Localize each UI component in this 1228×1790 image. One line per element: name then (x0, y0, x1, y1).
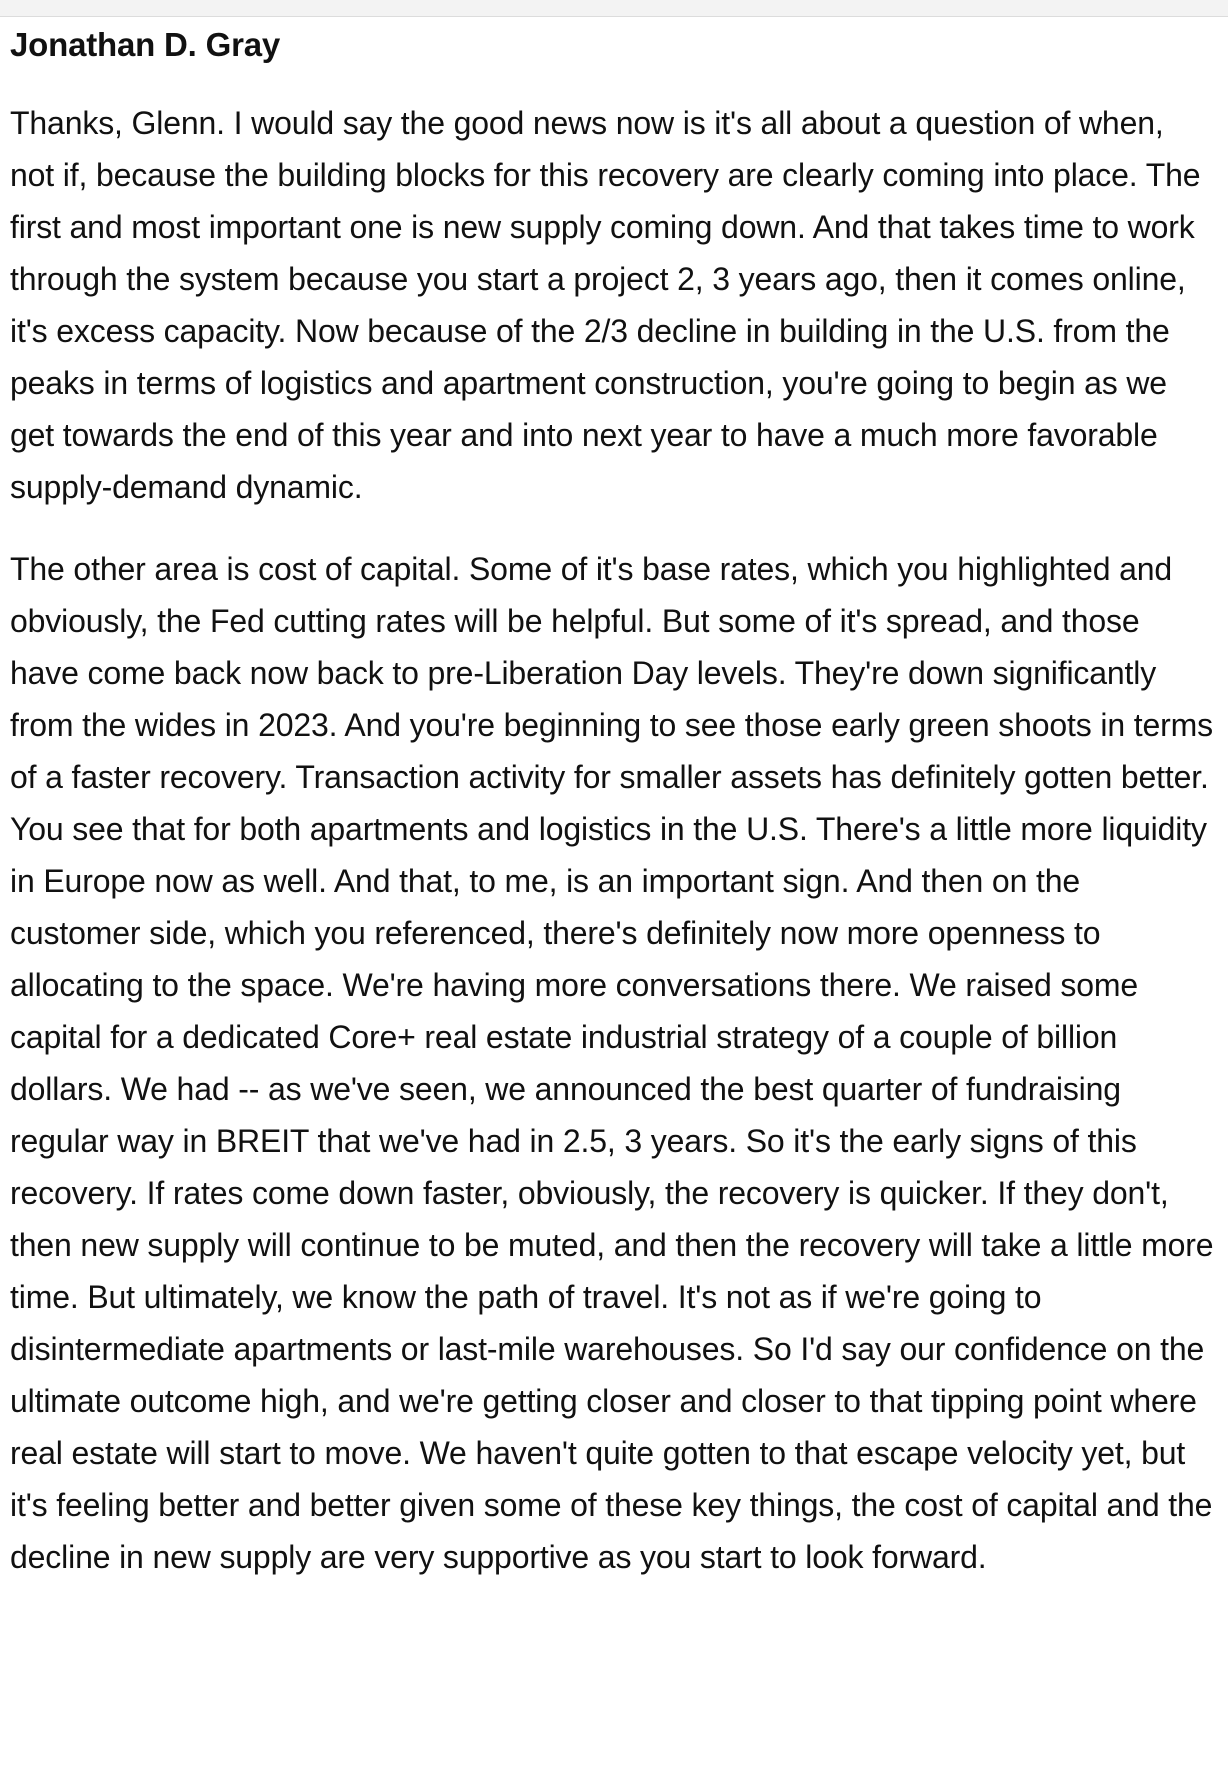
transcript-content (0, 23, 1228, 1583)
top-bar (0, 0, 1228, 17)
transcript-paragraph: The other area is cost of capital. Some of it's base rates, which you highlighted and obviously, the Fed cutting rates will be helpful. But some of it's spread, and those have come back now back to pre-Liberation Day levels. They're down significantly from the wides in 2023. And you're beginning to see those early green shoots in terms of a faster recovery. Transaction activity for smaller assets has definitely gotten better. You see that for both apartments and logistics in the U.S. There's a little more liquidity in Europe now as well. And that, to me, is an important sign. And then on the customer side, which you referenced, there's definitely now more openness to allocating to the space. We're having more conversations there. We raised some capital for a dedicated Core+ real estate industrial strategy of a couple of billion dollars. We had -- as we've seen, we announced the best quarter of fundraising regular way in BREIT that we've had in 2.5, 3 years. So it's the early signs of this recovery. If rates come down faster, obviously, the recovery is quicker. If they don't, then new supply will continue to be muted, and then the recovery will take a little more time. But ultimately, we know the path of travel. It's not as if we're going to disintermediate apartments or last-mile warehouses. So I'd say our confidence on the ultimate outcome high, and we're getting closer and closer to that tipping point where real estate will start to move. We haven't quite gotten to that escape velocity yet, but it's feeling better and better given some of these key things, the cost of capital and the decline in new supply are very supportive as you start to look forward. (10, 551, 1214, 1575)
speaker-name: Jonathan D. Gray (10, 26, 281, 63)
transcript-paragraph: Thanks, Glenn. I would say the good news now is it's all about a question of when, not if, because the building blocks for this recovery are clearly coming into place. The first and most important one is new supply coming down. And that takes time to work through the system because you start a project 2, 3 years ago, then it comes online, it's excess capacity. Now because of the 2/3 decline in building in the U.S. from the peaks in terms of logistics and apartment construction, you're going to begin as we get towards the end of this year and into next year to have a much more favorable supply-demand dynamic. (10, 105, 1201, 505)
